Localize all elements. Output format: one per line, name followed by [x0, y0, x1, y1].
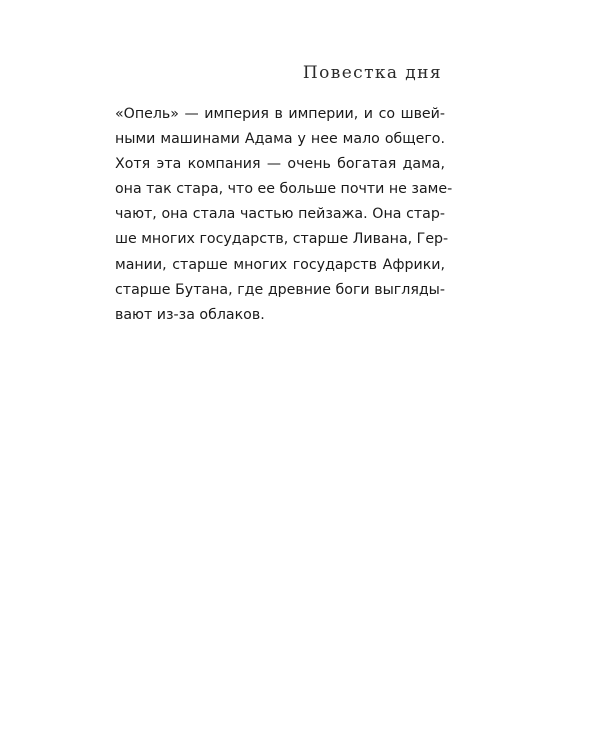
text-line: ными машинами Адама у нее мало общего.	[115, 131, 445, 148]
text-line: «Опель» — империя в империи, и со швей-	[115, 106, 445, 122]
text-line: чают, она стала частью пейзажа. Она стар-	[115, 206, 445, 223]
running-head: Повестка дня	[302, 63, 442, 83]
text-line: старше Бутана, где древние боги выгляды-	[115, 281, 445, 298]
body-paragraph	[115, 102, 453, 328]
text-line: она так стара, что ее больше почти не заме-	[115, 181, 453, 198]
text-line: мании, старше многих государств Африки,	[115, 256, 445, 273]
text-line: ше многих государств, старше Ливана, Гер-	[115, 231, 449, 248]
text-line: Хотя эта компания — очень богатая дама,	[115, 156, 445, 173]
text-line: вают из-за облаков.	[115, 306, 265, 323]
